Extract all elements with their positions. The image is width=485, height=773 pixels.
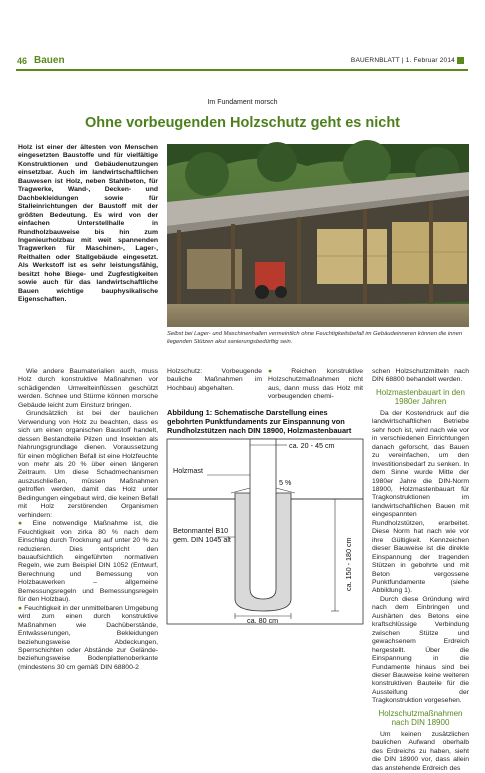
paragraph: Wie andere Baumaterialien auch, muss Holz durch konstruktive Maßnahmen vor schädigenden Umwelteinflüssen geschützt werden. Schnee und Stürme können morsche Gebäude leicht zum Einsturz bringen. [18,368,158,409]
bullet-text: Feuchtigkeit in der unmittelbaren Umgebung wird zum einen durch konstruktive Maßnahmen wie Dachüberstände, Entwässerungen, Bekleidungen beziehungsweise Abdeckungen, Sperrschichten oder Abstände zur Gelände- beziehungsweise Bodenplattenoberkante (mindestens 30 cm gemäß DIN 68800-2 [18,604,159,671]
body-column-2: Holzschutz: Vorbeugende bauliche Maßnahmen im Hochbau) abgehalten. [167,368,262,392]
paragraph: schen Holzschutzmitteln nach DIN 68800 behandelt werden. [372,368,469,384]
paragraph: Um keinen zusätzlichen baulichen Aufwand oberhalb des Erdreichs zu haben, sieht die DIN 18900 vor, dass allein das anstehende Erdreich des [372,730,469,772]
body-column-3 [268,368,363,402]
label-wood: Holzmast [173,466,203,475]
bullet-paragraph [18,605,158,673]
publication-info: BAUERNBLATT | 1. Februar 2014 [350,57,455,64]
bullet-icon: ● [18,604,23,612]
label-concrete-2: gem. DIN 1045 alt [173,535,231,544]
paragraph: Durch diese Gründung wird nach dem Einbringen und Aushärten des Betons eine kraftschlüssige Verbindung zwischen Stütze und gewachsenem Erdreich hergestellt. Über die Einspannung in die Fundamente hinaus sind bei dieser Bauweise keine weiteren konstruktiven Bauteile für die Aussteifung der Tragkonstruktion vorgesehen. [372,595,469,705]
figure-title: Abbildung 1: Schematische Darstellung eines gebohrten Punktfundaments zur Einspannung von Rundholzstützen nach DIN 18900, Holzmastenbauart [167,408,352,435]
body-column-1 [18,368,158,672]
bullet-icon: ● [268,368,281,375]
section-title: Bauen [34,55,65,66]
barn-photo-drawing [167,144,469,327]
accent-square [457,57,464,64]
subheading: Holzschutzmaßnahmen nach DIN 18900 [378,708,463,728]
bullet-text: Reichen konstruktive Holzschutzmaßnahmen nicht aus, dann muss das Holz mit vorbeugenden chemi- [268,368,364,401]
paragraph: Grundsätzlich ist bei der baulichen Verwendung von Holz zu beachten, dass es sich um einen organischen Baustoff handelt, dessen Bestandteile Pilzen und Insekten als Nahrungsgrundlage dienen. Voraussetzung für einen möglichen Befall ist eine Holzfeuchte von mehr als 20 % über einen längeren Zeitraum. Um diese Schadmechanismen auszuschließen, müssen Maßnahmen getroffen werden, damit das Holz unter Bedingungen eingebaut wird, die keinen Befall mit Holz zerstörenden Organismen verhindern: [18,410,158,519]
article-lead: Holz ist einer der ältesten von Menschen eingesetzten Baustoffe und für vielfältige Konstruktionen und Gebäudenutzungen einsetzbar. Auch im landwirtschaftlichen Bauwesen ist Holz, neben Stahlbeton, für Tragwerke, Wand-, Decken- und Dachbekleidungen sowie für Stalleinrichtungen der Baustoff mit der größten Bedeutung. Es wird von der einfachen Unterstellhalle in Rundholzbauweise bis hin zum Ingenieurholzbau mit weit spannenden Tragwerken für Maschinen-, Lager-, Reithallen oder Stallgebäude eingesetzt. Als Werkstoff ist es sehr leistungsfähig, besitzt hohe Biege- und Zugfestigkeiten sowie auch für das landwirtschaftliche Bauen wichtige bauphysikalische Eigenschaften. [18,144,158,304]
article-headline: Ohne vorbeugenden Holzschutz geht es nicht [85,115,400,131]
subheading: Holzmastenbauart in den 1980er Jahren [376,387,465,407]
paragraph: Da der Kostendruck auf die landwirtschaftlichen Betriebe sehr hoch ist, wird nach wie vor in verschiedenen Einrichtungen danach geforscht, das Bauen zu vereinfachen, um den Investitionsbedarf zu senken. In dem Sinne wurde Mitte der 1980er Jahre die DIN-Norm 18900, Holzmastenbauart für Tragkonstruktionen im landwirtschaftlichen Bauen mit eingespannten Rundholzstützen, erarbeitet. Diese Norm hat nach wie vor ihre Gültigkeit. Kennzeichen dieser Bauweise ist die direkte Einspannung der tragenden Stützen in gebohrte und mit Beton vergossene Punktfundamente (siehe Abbildung 1). [372,409,469,595]
foundation-diagram [167,439,363,624]
bullet-paragraph [18,520,158,605]
header-rule [16,69,468,71]
label-depth: ca. 150 - 180 cm [344,537,353,591]
bullet-icon: ● [18,520,27,528]
label-concrete-1: Betonmantel B10 [173,526,229,535]
photo-caption: Selbst bei Lager- und Maschinenhallen vermeintlich ohne Feuchtigkeitsbefall im Gebäudeinneren können die innen liegenden Stützen akut sanierungsbedürftig sein. [167,331,463,345]
barn-photo [167,144,469,327]
page-number: 46 [17,56,28,66]
label-diameter: ca. 20 - 45 cm [289,441,335,450]
bullet-text: Eine notwendige Maßnahme ist, die Feuchtigkeit von zirka 80 % nach dem Einschlag durch Trocknung auf unter 20 % zu reduzieren. Dies entspricht den bauaufsichtlich eingeführten normativen Regeln, wie zum Beispiel DIN 1052 (Entwurf, Berechnung und Bemessung von Holzbauwerken – allgemeine Bemessungsregeln und Bemessungsregeln für den Holzbau). [18,520,159,604]
foundation-diagram-drawing [167,439,363,624]
body-column-4 [372,368,469,773]
label-slope: 5 % [279,478,292,487]
article-kicker: Im Fundament morsch [207,99,278,106]
label-width: ca. 80 cm [247,616,279,625]
